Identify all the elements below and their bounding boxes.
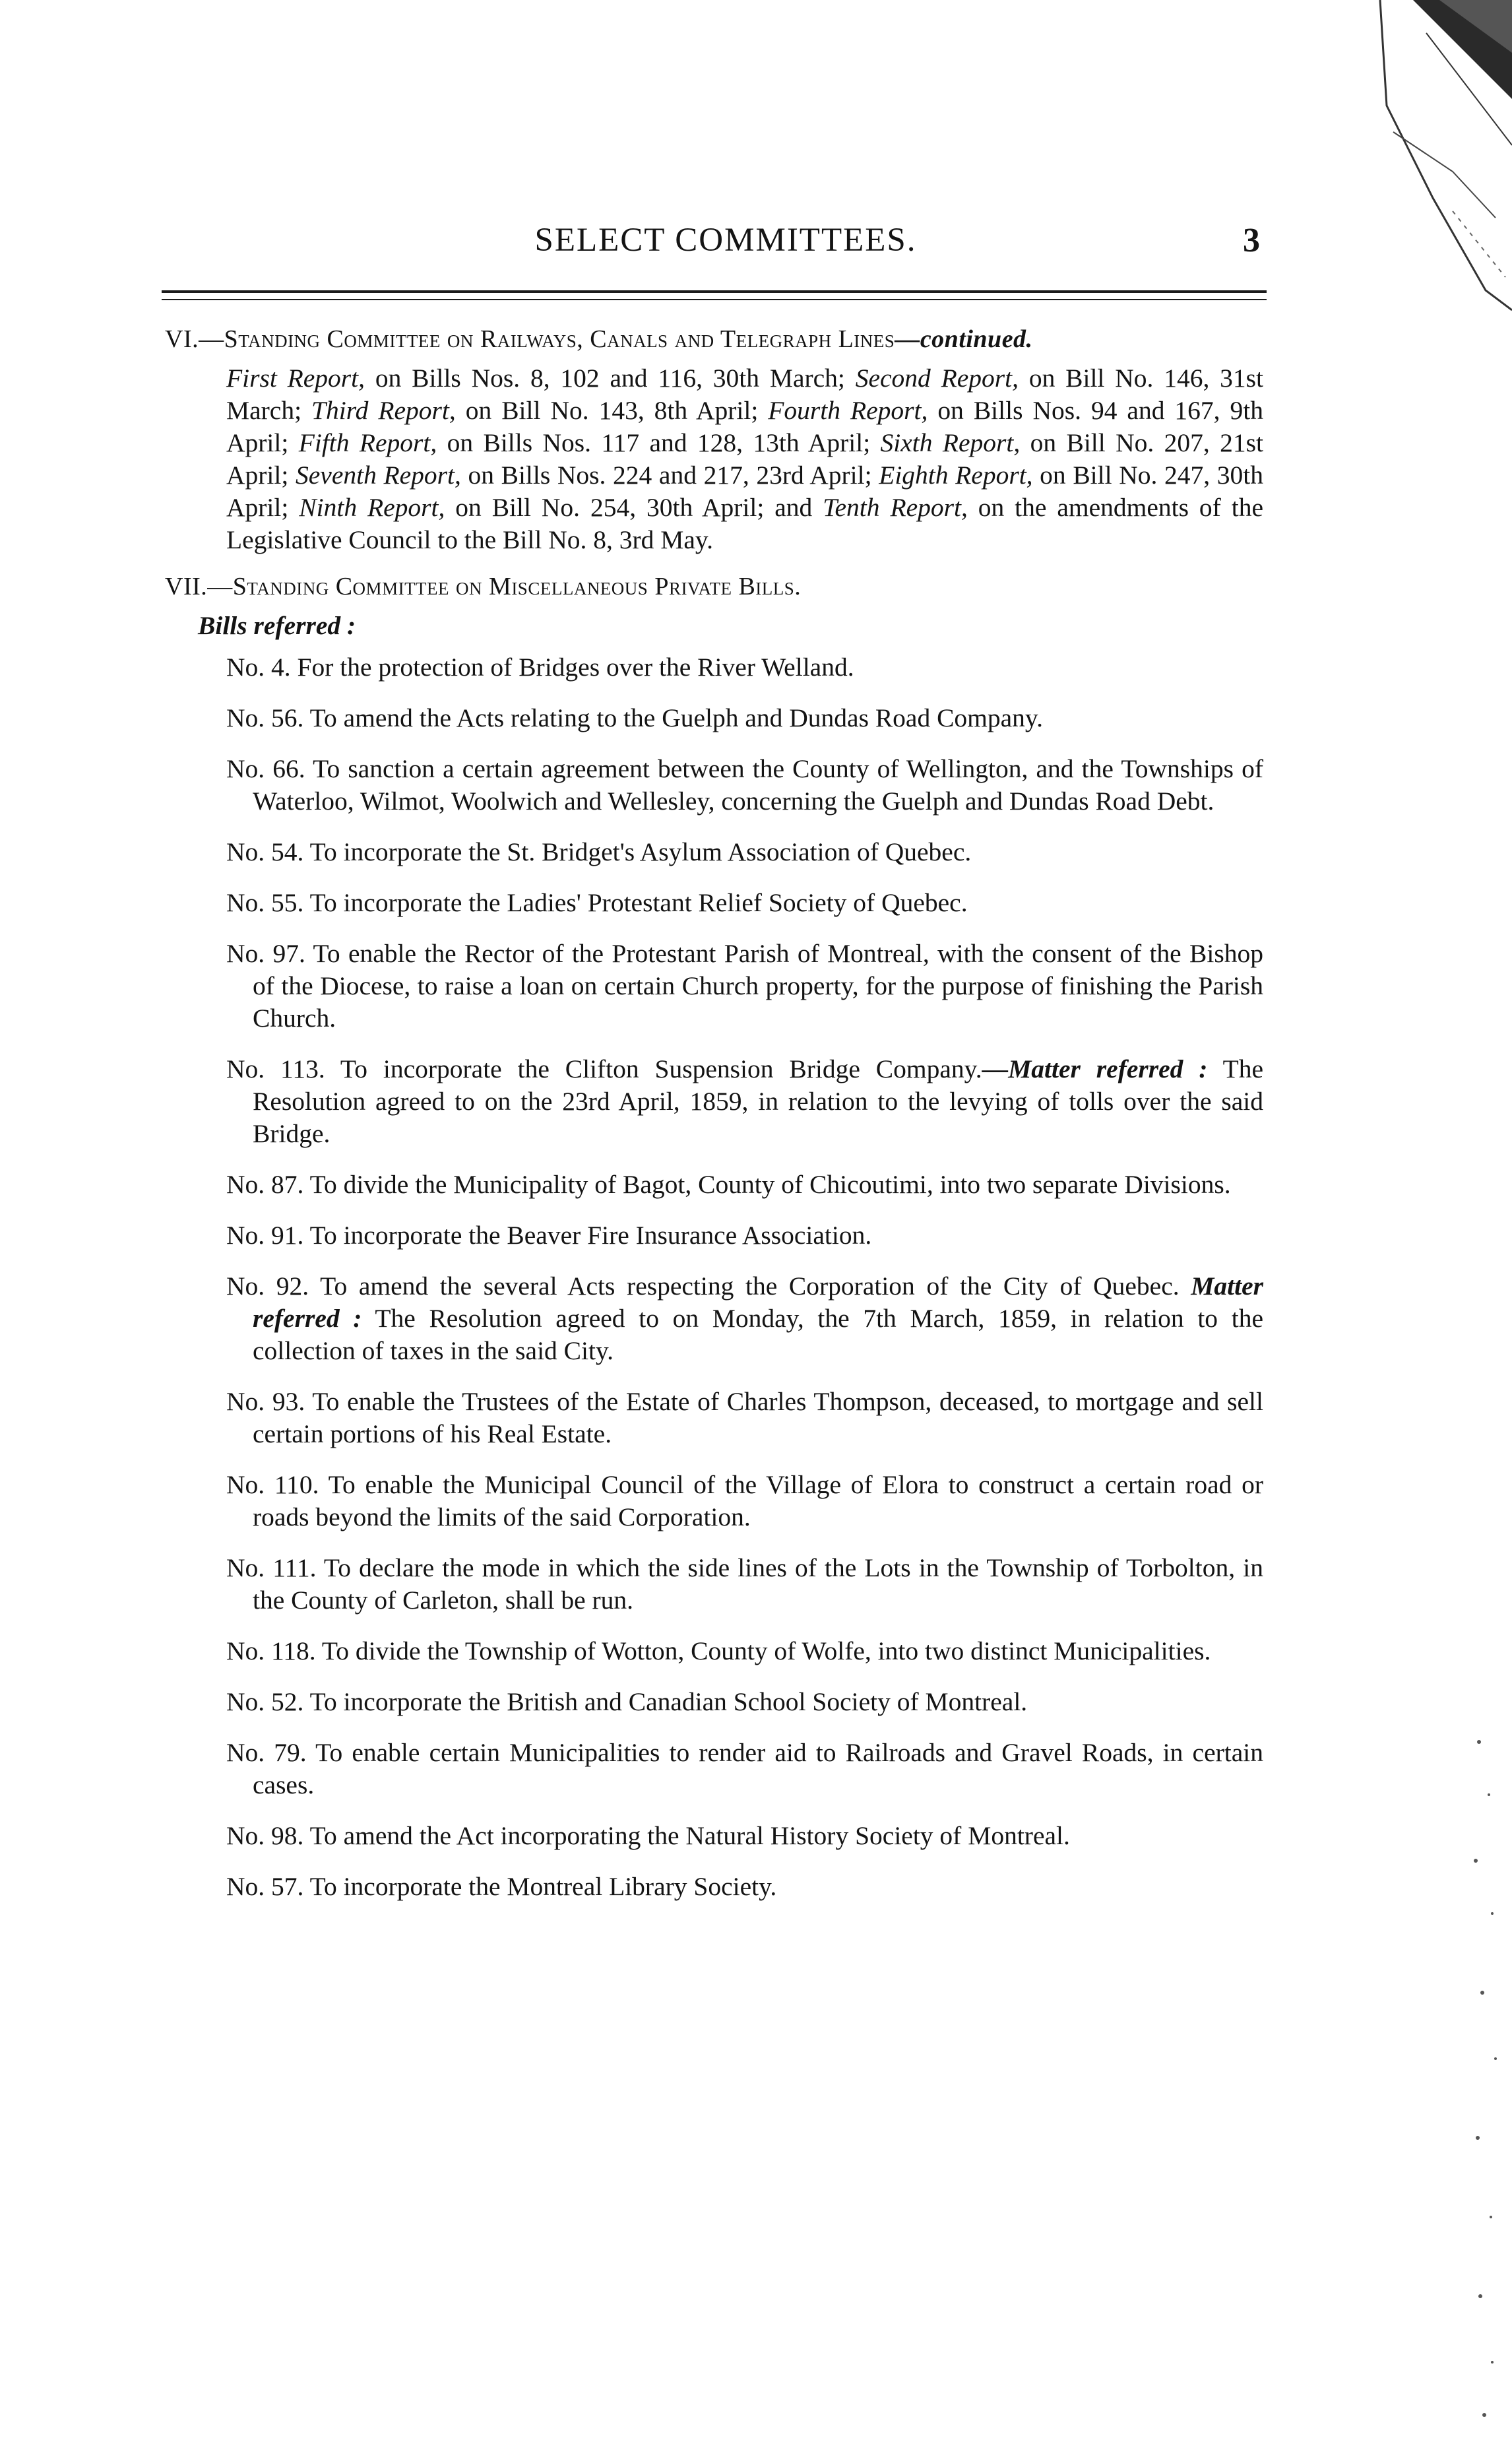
report-text: on Bill No. 146, 31st March; [226, 364, 1263, 425]
bill-text: To divide the Municipality of Bagot, County of Chicoutimi, into two separate Divisions. [303, 1170, 1231, 1199]
section-vii-numeral: VII.— [165, 573, 233, 600]
bill-text: To incorporate the British and Canadian School Society of Montreal. [303, 1687, 1028, 1716]
bill-item [226, 1270, 1263, 1367]
bill-item [226, 1820, 1263, 1852]
section-vi-title: Standing Committee on Railways, Canals and Telegraph Lines [224, 325, 895, 353]
torn-corner-scan-artifact [1340, 0, 1512, 317]
bill-number: No. 98. [226, 1821, 304, 1850]
bills-list [165, 651, 1263, 1903]
bill-text: To incorporate the Beaver Fire Insurance Association. [303, 1221, 872, 1250]
section-vi-heading [165, 323, 1263, 356]
bill-item [226, 1219, 1263, 1252]
bill-number: No. 52. [226, 1687, 304, 1716]
page-header [191, 221, 1260, 274]
margin-specks-scan-artifact [1466, 1716, 1505, 2441]
bill-number: No. 66. [226, 754, 305, 783]
bill-item [226, 1552, 1263, 1617]
report-label: Tenth Report, [823, 493, 968, 522]
bill-item [226, 1053, 1263, 1150]
bill-item [226, 651, 1263, 684]
bill-text: To declare the mode in which the side lines of the Lots in the Township of Torbolton, in the County of Carleton, shall be run. [253, 1553, 1263, 1615]
bill-item [226, 1469, 1263, 1533]
bill-number: No. 87. [226, 1170, 304, 1199]
bill-item [226, 1686, 1263, 1718]
bill-text: To incorporate the Montreal Library Society. [303, 1872, 777, 1901]
bill-text: To incorporate the Ladies' Protestant Relief Society of Quebec. [303, 888, 968, 917]
report-label: Fifth Report, [298, 428, 437, 457]
bill-item [226, 887, 1263, 919]
report-label: Eighth Report, [879, 461, 1033, 490]
bills-referred-label: Bills referred : [198, 611, 356, 640]
bill-item [226, 1386, 1263, 1450]
bill-number: No. 113. [226, 1054, 325, 1083]
report-text: on Bills Nos. 224 and 217, 23rd April; [460, 461, 879, 490]
bill-number: No. 57. [226, 1872, 304, 1901]
bill-number: No. 79. [226, 1738, 307, 1767]
bill-text: To divide the Township of Wotton, County of Wolfe, into two distinct Municipalities. [315, 1636, 1211, 1665]
page-number: 3 [1243, 222, 1260, 259]
bill-number: No. 111. [226, 1553, 317, 1582]
bill-item [226, 1169, 1263, 1201]
bill-item [226, 1871, 1263, 1903]
report-label: Seventh Report, [296, 461, 461, 490]
bill-number: No. 54. [226, 837, 304, 866]
report-label: Sixth Report, [880, 428, 1021, 457]
bill-text: To incorporate the St. Bridget's Asylum Association of Quebec. [303, 837, 972, 866]
report-text: on Bill No. 207, 21st April; [226, 428, 1263, 490]
report-text: on Bills Nos. 94 and 167, 9th April; [226, 396, 1264, 457]
bill-text: To enable the Municipal Council of the Village of Elora to construct a certain road or roads beyond the limits of the said Corporation. [253, 1470, 1264, 1531]
report-label: Third Report, [311, 396, 456, 425]
matter-referred-label: Matter referred : [253, 1271, 1263, 1333]
matter-referred-label: —Matter referred : [982, 1054, 1208, 1083]
bill-number: No. 97. [226, 939, 305, 968]
section-vii-title: Standing Committee on Miscellaneous Private Bills. [232, 573, 802, 600]
report-label: Second Report, [855, 364, 1019, 393]
bill-item [226, 938, 1263, 1035]
bill-number: No. 55. [226, 888, 304, 917]
bill-item [226, 702, 1263, 734]
bill-item [226, 1737, 1263, 1801]
bill-item [226, 836, 1263, 868]
bill-number: No. 110. [226, 1470, 319, 1499]
bill-number: No. 56. [226, 703, 304, 732]
section-vi-reports [165, 362, 1263, 556]
bill-item [226, 753, 1263, 818]
bill-text: For the protection of Bridges over the River Welland. [290, 653, 854, 682]
bill-text: To amend the several Acts respecting the Corporation of the City of Quebec. [309, 1271, 1191, 1301]
matter-referred-text: The Resolution agreed to on Monday, the 7th March, 1859, in relation to the collection of taxes in the said City. [253, 1304, 1263, 1365]
bill-text: To enable certain Municipalities to render aid to Railroads and Gravel Roads, in certain cases. [253, 1738, 1263, 1799]
report-text: on Bills Nos. 117 and 128, 13th April; [437, 428, 881, 457]
report-text: on Bills Nos. 8, 102 and 116, 30th March; [365, 364, 856, 393]
header-rule-thin [162, 299, 1267, 300]
bill-number: No. 91. [226, 1221, 304, 1250]
report-label: Ninth Report, [299, 493, 445, 522]
bill-number: No. 92. [226, 1271, 309, 1301]
running-title: SELECT COMMITTEES. [534, 222, 917, 259]
bill-text: To enable the Trustees of the Estate of Charles Thompson, deceased, to mortgage and sell certain portions of his Real Estate. [253, 1387, 1264, 1448]
bill-text: To amend the Acts relating to the Guelph and Dundas Road Company. [303, 703, 1043, 732]
matter-referred-text: The Resolution agreed to on the 23rd April, 1859, in relation to the levying of tolls over the said Bridge. [253, 1054, 1264, 1148]
section-vi-numeral: VI.— [165, 325, 224, 353]
section-vi-continued: —continued. [895, 325, 1033, 353]
bill-text: To amend the Act incorporating the Natural History Society of Montreal. [303, 1821, 1070, 1850]
section-vii-heading [165, 571, 1263, 603]
page-body [165, 323, 1263, 1921]
report-text: on Bill No. 143, 8th April; [455, 396, 769, 425]
report-text: on Bill No. 247, 30th April; [226, 461, 1263, 522]
bill-number: No. 118. [226, 1636, 316, 1665]
bill-text: To incorporate the Clifton Suspension Bridge Company. [325, 1054, 982, 1083]
bill-item [226, 1635, 1263, 1667]
header-rule-thick [162, 290, 1267, 293]
bill-number: No. 93. [226, 1387, 305, 1416]
bill-text: To enable the Rector of the Protestant Parish of Montreal, with the consent of the Bishop of the Diocese, to raise a loan on certain Church property, for the purpose of finishing the Parish Church. [253, 939, 1263, 1033]
bill-number: No. 4. [226, 653, 291, 682]
report-text: on Bill No. 254, 30th April; and [445, 493, 823, 522]
report-label: First Report, [226, 364, 365, 393]
bill-text: To sanction a certain agreement between the County of Wellington, and the Townships of Waterloo, Wilmot, Woolwich and Wellesley, concerning the Guelph and Dundas Road Debt. [253, 754, 1263, 816]
report-label: Fourth Report, [768, 396, 928, 425]
report-text: on the amendments of the Legislative Council to the Bill No. 8, 3rd May. [226, 493, 1263, 554]
